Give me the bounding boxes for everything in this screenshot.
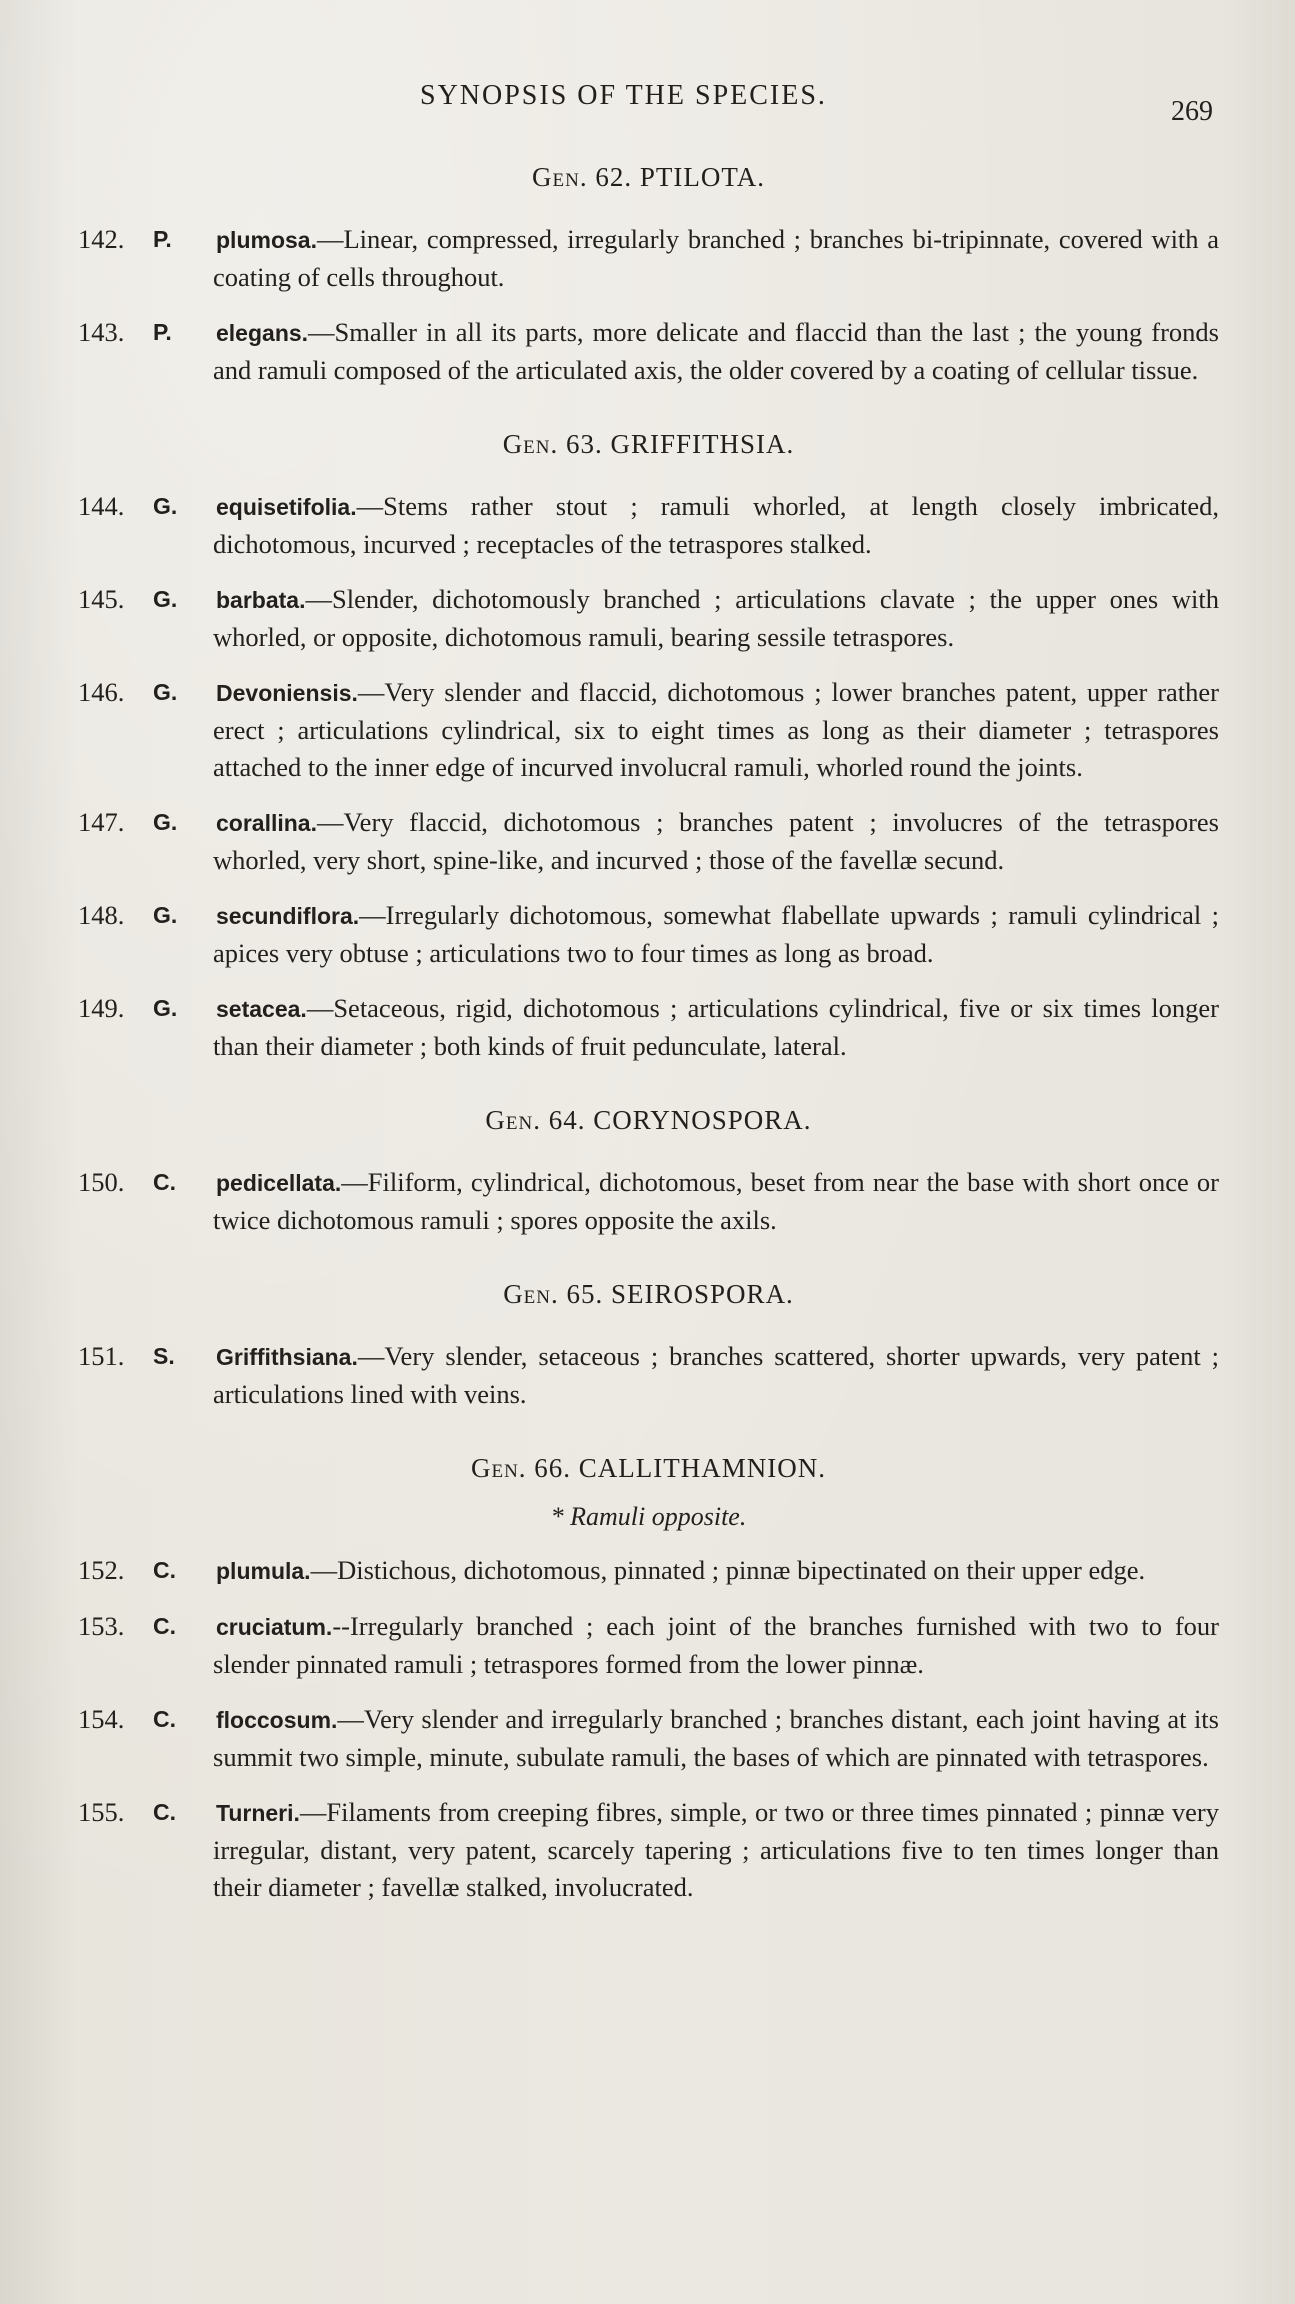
genus-abbreviation: G. [153,902,178,928]
species-epithet: plumula. [216,1558,311,1584]
subgroup-heading: * Ramuli opposite. [550,1502,747,1531]
species-entry [78,1701,1219,1776]
species-number: 148. [78,900,125,930]
species-number: 145. [78,584,125,614]
genus-name: CORYNOSPORA. [593,1105,812,1135]
genus-section [78,1453,1219,1906]
species-description: —Filiform, cylindrical, dichotomous, beset from near the base with short once or twice dichotomous ramuli ; spores opposite the axils. [213,1167,1219,1235]
genus-number: 65. [566,1279,604,1309]
genus-name: PTILOTA. [639,162,765,192]
species-description: —Filaments from creeping fibres, simple, or two or three times pinnated ; pinnæ very irregular, distant, very patent, scarcely tapering ; articulations five to ten times longer than their diameter ; favellæ stalked, involucrated. [213,1797,1219,1902]
species-description-line [160,900,1219,968]
genus-heading [78,1453,1219,1484]
species-number: 146. [78,677,125,707]
species-number: 152. [78,1555,125,1585]
species-description: —Slender, dichotomously branched ; articulations clavate ; the upper ones with whorled, or opposite, dichotomous ramuli, bearing sessile tetraspores. [213,584,1219,652]
genus-name: CALLITHAMNION. [578,1453,827,1483]
species-epithet: barbata. [216,587,306,613]
genus-abbreviation: P. [153,319,172,345]
species-entry [78,1552,1219,1590]
species-number: 151. [78,1341,125,1371]
genus-number: 63. [566,429,603,459]
species-entry [78,221,1219,296]
species-description-line [160,1611,1219,1679]
species-entry [78,1338,1219,1413]
species-entry [78,1164,1219,1239]
genus-number: 62. [595,162,633,192]
species-description: —Irregularly dichotomous, somewhat flabellate upwards ; ramuli cylindrical ; apices very obtuse ; articulations two to four times as long as broad. [213,900,1219,968]
genus-name: SEIROSPORA. [611,1279,794,1309]
synopsis-content [78,162,1219,1946]
species-description: —Stems rather stout ; ramuli whorled, at length closely imbricated, dichotomous, incurved ; receptacles of the tetraspores stalked. [213,491,1219,559]
species-entry [78,674,1219,786]
genus-abbreviation: G. [153,995,178,1021]
species-number: 147. [78,807,125,837]
genus-label: Gen. [503,1279,559,1309]
species-number: 154. [78,1704,125,1734]
running-head: SYNOPSIS OF THE SPECIES. [420,80,827,111]
species-entry [78,1608,1219,1683]
genus-label: Gen. [532,162,588,192]
species-description: —Very slender and flaccid, dichotomous ; lower branches patent, upper rather erect ; articulations cylindrical, six to eight times as long as their diameter ; tetraspores attached to the inner edge of incurved involucral ramuli, whorled round the joints. [213,677,1219,782]
genus-abbreviation: G. [153,809,178,835]
species-description-line [160,1555,1145,1585]
species-description-line [160,317,1219,385]
species-epithet: floccosum. [216,1707,338,1733]
species-description: —Very slender and irregularly branched ; branches distant, each joint having at its summit two simple, minute, subulate ramuli, the bases of which are pinnated with tetraspores. [213,1704,1219,1772]
species-epithet: pedicellata. [216,1170,342,1196]
species-epithet: cruciatum. [216,1614,333,1640]
species-entry [78,581,1219,656]
genus-abbreviation: C. [153,1169,176,1195]
genus-abbreviation: C. [153,1557,176,1583]
species-number: 144. [78,491,125,521]
species-epithet: equisetifolia. [216,494,357,520]
species-entry [78,897,1219,972]
genus-number: 64. [548,1105,586,1135]
species-epithet: Turneri. [216,1800,300,1826]
genus-heading [78,162,1219,193]
genus-abbreviation: P. [153,226,172,252]
species-number: 155. [78,1797,125,1827]
species-description-line [160,1341,1219,1409]
species-entry [78,804,1219,879]
species-description-line [160,584,1219,652]
species-epithet: setacea. [216,996,307,1022]
genus-label: Gen. [502,429,559,459]
species-description: —Smaller in all its parts, more delicate and flaccid than the last ; the young fronds and ramuli composed of the articulated axis, the older covered by a coating of cellular tissue. [213,317,1219,385]
species-description-line [160,1167,1219,1235]
species-entry [78,1794,1219,1906]
genus-name: GRIFFITHSIA. [610,429,795,459]
species-description: —Distichous, dichotomous, pinnated ; pinnæ bipectinated on their upper edge. [310,1555,1146,1585]
species-description: --Irregularly branched ; each joint of the branches furnished with two to four slender pinnated ramuli ; tetraspores formed from the lower pinnæ. [213,1611,1219,1679]
genus-abbreviation: G. [153,679,178,705]
species-number: 143. [78,317,125,347]
genus-label: Gen. [470,1453,527,1483]
species-description-line [160,993,1219,1061]
species-description-line [160,1704,1219,1772]
species-number: 142. [78,224,125,254]
genus-heading [78,429,1219,460]
species-number: 153. [78,1611,125,1641]
genus-heading [78,1279,1219,1310]
genus-section [78,429,1219,1065]
genus-section [78,1279,1219,1413]
genus-label: Gen. [485,1105,541,1135]
genus-abbreviation: C. [153,1613,176,1639]
genus-section [78,162,1219,389]
species-entry [78,488,1219,563]
species-description-line [160,677,1219,782]
genus-heading [78,1105,1219,1136]
page-number: 269 [1171,96,1213,127]
genus-abbreviation: G. [153,493,178,519]
species-description-line [160,807,1219,875]
species-entry [78,314,1219,389]
species-description: —Very flaccid, dichotomous ; branches patent ; involucres of the tetraspores whorled, very short, spine-like, and incurved ; those of the favellæ secund. [213,807,1219,875]
genus-abbreviation: S. [153,1343,175,1369]
species-epithet: corallina. [216,810,317,836]
genus-abbreviation: C. [153,1799,176,1825]
species-description: —Setaceous, rigid, dichotomous ; articulations cylindrical, five or six times longer than their diameter ; both kinds of fruit pedunculate, lateral. [213,993,1219,1061]
species-epithet: Devoniensis. [216,680,358,706]
species-epithet: plumosa. [216,227,317,253]
genus-abbreviation: C. [153,1706,176,1732]
species-number: 149. [78,993,125,1023]
genus-abbreviation: G. [153,586,178,612]
species-description-line [160,491,1219,559]
species-description-line [160,224,1219,292]
species-number: 150. [78,1167,125,1197]
species-epithet: secundiflora. [216,903,360,929]
species-entry [78,990,1219,1065]
species-description-line [160,1797,1219,1902]
species-description: —Linear, compressed, irregularly branched ; branches bi-tripinnate, covered with a coating of cells throughout. [213,224,1219,292]
genus-number: 66. [534,1453,572,1483]
genus-section [78,1105,1219,1239]
species-epithet: Griffithsiana. [216,1344,358,1370]
species-epithet: elegans. [216,320,309,346]
species-description: —Very slender, setaceous ; branches scattered, shorter upwards, very patent ; articulations lined with veins. [213,1341,1219,1409]
